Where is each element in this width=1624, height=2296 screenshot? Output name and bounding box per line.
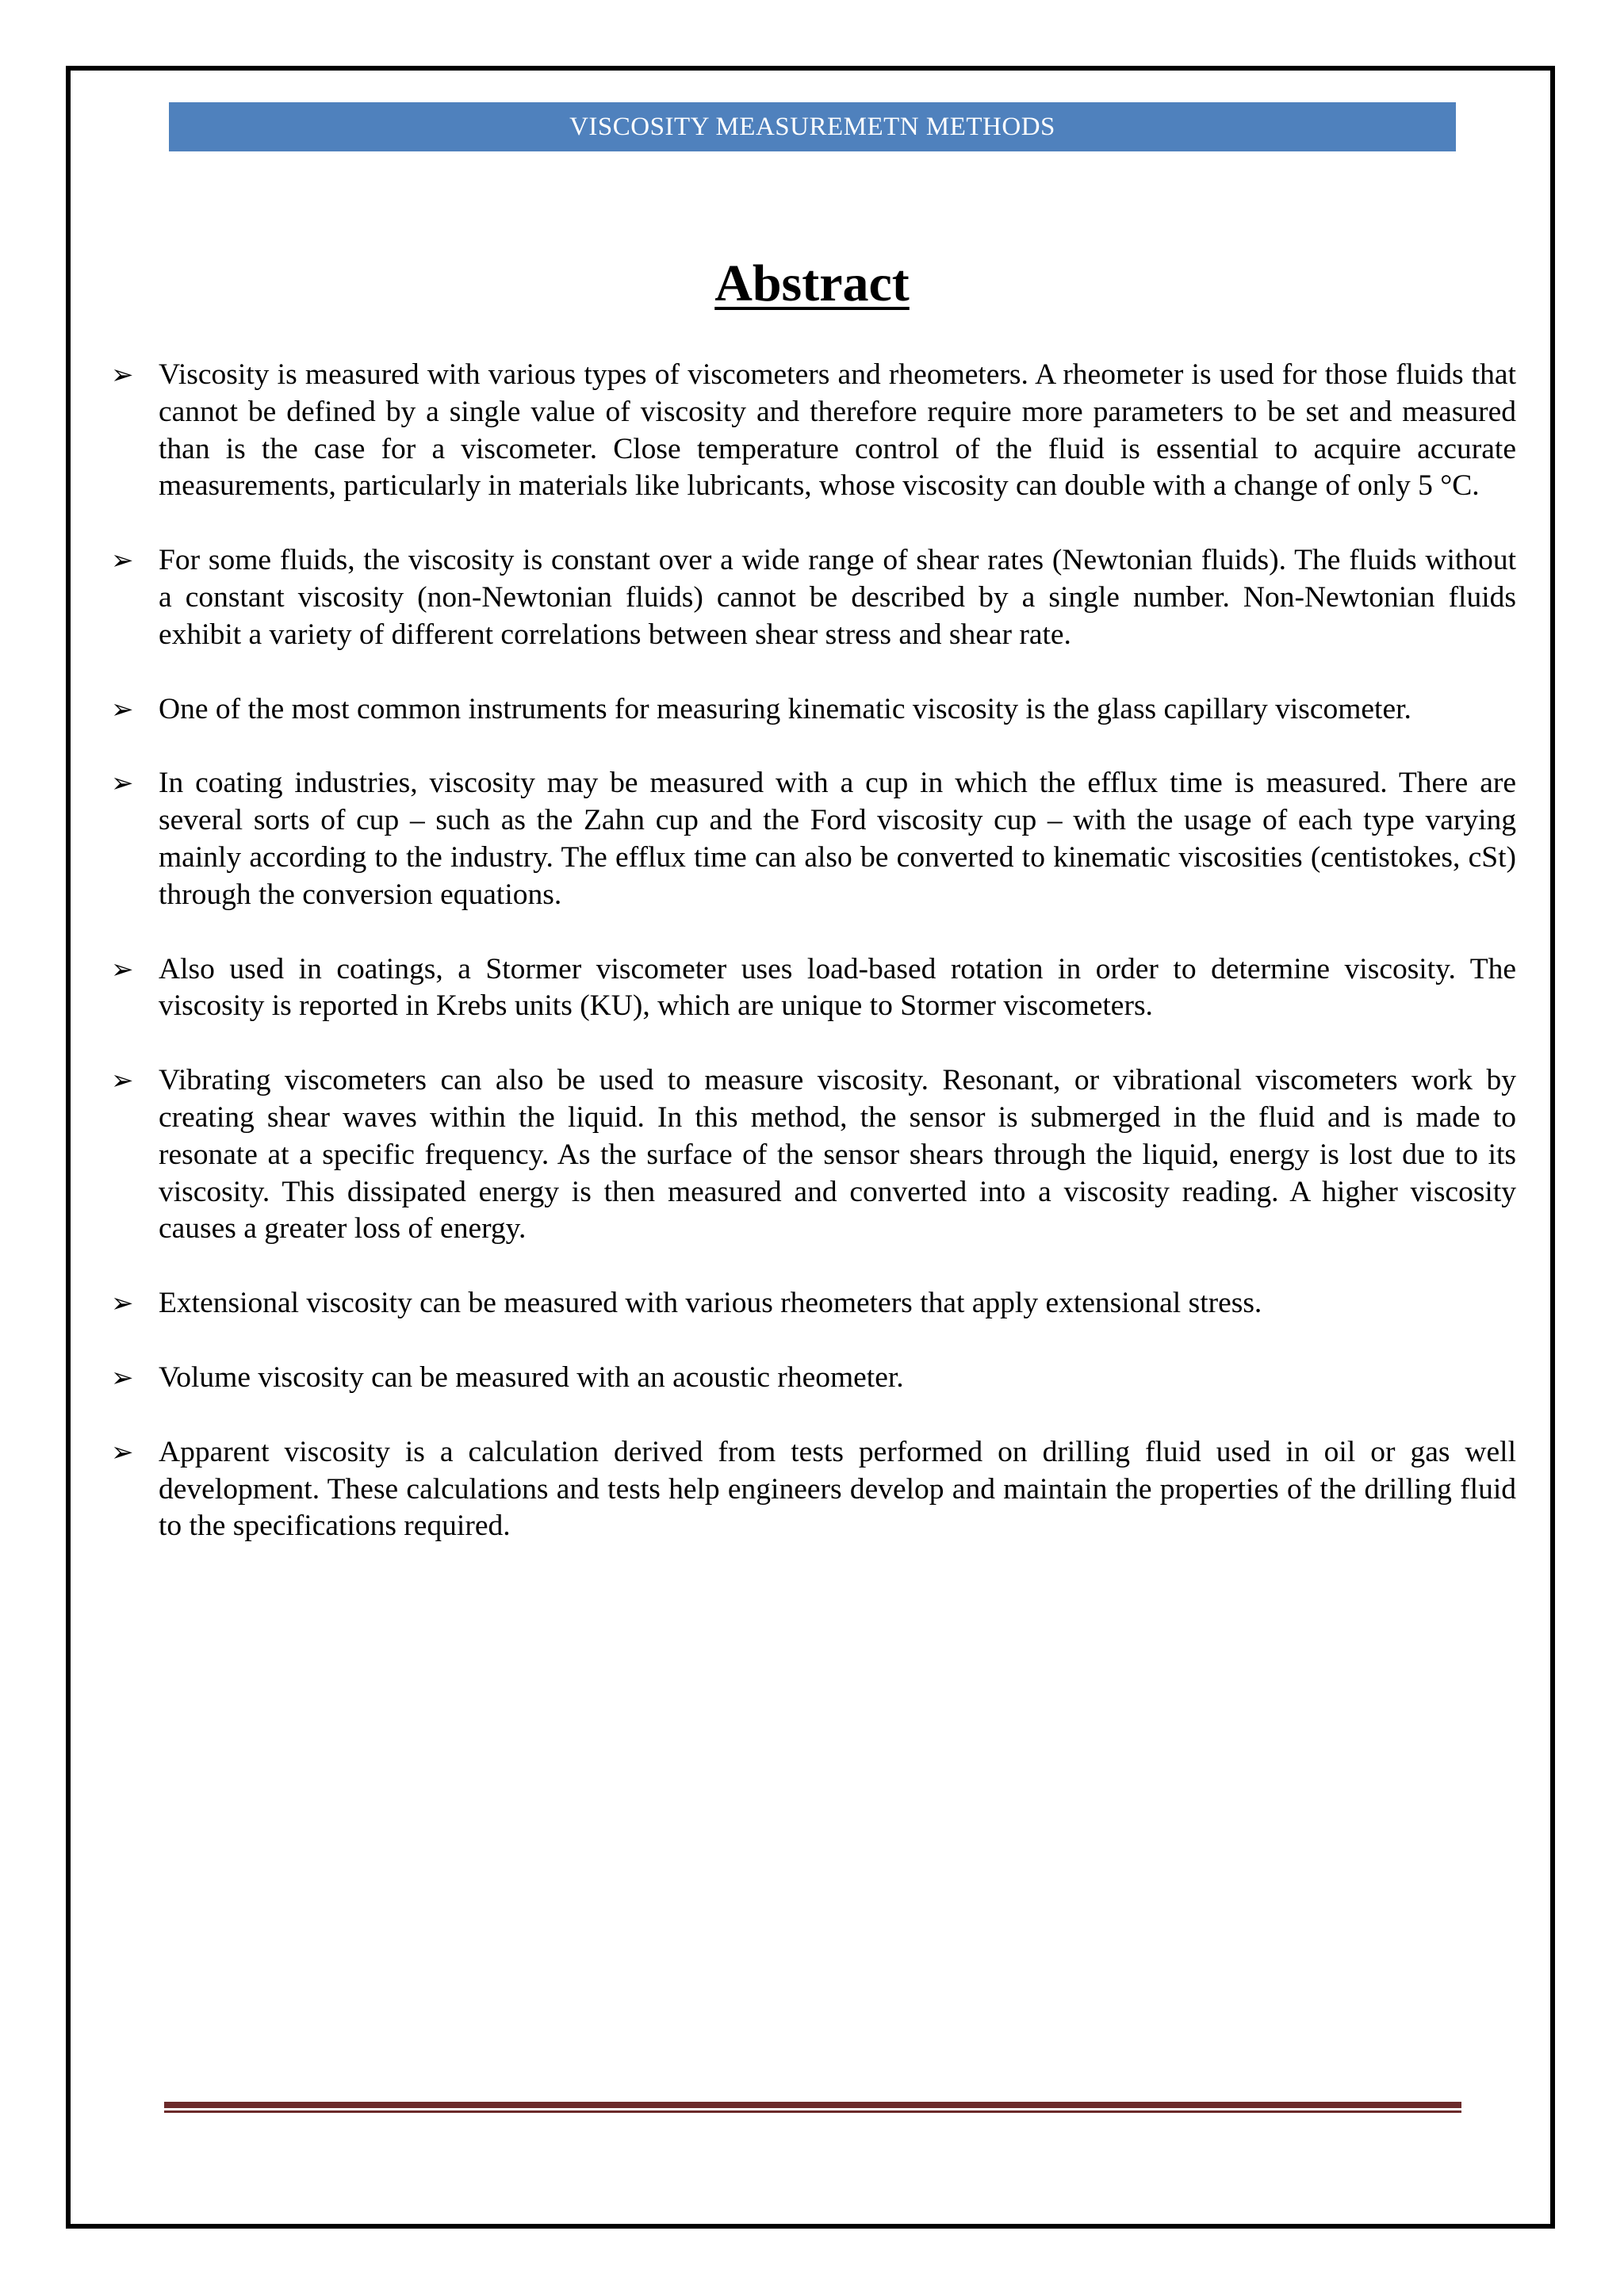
arrow-bullet-icon: ➢ xyxy=(111,1288,134,1320)
list-item xyxy=(111,1360,1516,1397)
running-header xyxy=(169,102,1456,151)
arrow-bullet-icon: ➢ xyxy=(111,1361,134,1394)
arrow-bullet-icon: ➢ xyxy=(111,1436,134,1468)
list-item-text: Vibrating viscometers can also be used to measure viscosity. Resonant, or vibrational viscometers work by creating shear waves within the liquid. In this method, the sensor is submerged in the fluid and is made to resonate at a specific frequency. As the surface of the sensor shears through the liquid, energy is lost due to its viscosity. This dissipated energy is then measured and converted into a viscosity reading. A higher viscosity causes a greater loss of energy. xyxy=(159,1064,1516,1246)
list-item-text: Extensional viscosity can be measured with various rheometers that apply extensional stress. xyxy=(159,1287,1262,1320)
list-item-text: Viscosity is measured with various types of viscometers and rheometers. A rheometer is used for those fluids that cannot be defined by a single value of viscosity and therefore require more parameters to be set and measured than is the case for a viscometer. Close temperature control of the fluid is essential to acquire accurate measurements, particularly in materials like lubricants, whose viscosity can double with a change of only 5 °C. xyxy=(159,358,1516,503)
list-item xyxy=(111,1062,1516,1248)
arrow-bullet-icon: ➢ xyxy=(111,693,134,725)
list-item xyxy=(111,951,1516,1026)
arrow-bullet-icon: ➢ xyxy=(111,359,134,391)
list-item xyxy=(111,691,1516,729)
list-item xyxy=(111,765,1516,913)
list-item xyxy=(111,1285,1516,1322)
list-item xyxy=(111,357,1516,505)
arrow-bullet-icon: ➢ xyxy=(111,767,134,800)
arrow-bullet-icon: ➢ xyxy=(111,545,134,577)
abstract-bullet-list xyxy=(111,357,1516,1582)
list-item-text: In coating industries, viscosity may be measured with a cup in which the efflux time is measured. There are several sorts of cup – such as the Zahn cup and the Ford viscosity cup – with the usage of each type varying mainly according to the industry. The efflux time can also be converted to kinematic viscosities (centistokes, cSt) through the conversion equations. xyxy=(159,767,1516,911)
arrow-bullet-icon: ➢ xyxy=(111,1065,134,1097)
list-item-text: Apparent viscosity is a calculation derived from tests performed on drilling fluid used in oil or gas well development. These calculations and tests help engineers develop and maintain the properties of the drilling fluid to the specifications required. xyxy=(159,1435,1516,1543)
list-item xyxy=(111,542,1516,653)
arrow-bullet-icon: ➢ xyxy=(111,953,134,985)
list-item-text: Volume viscosity can be measured with an acoustic rheometer. xyxy=(159,1360,904,1394)
list-item xyxy=(111,1434,1516,1545)
footer-rule xyxy=(164,2102,1461,2114)
footer-rule-thin-line xyxy=(164,2110,1461,2113)
list-item-text: For some fluids, the viscosity is constant over a wide range of shear rates (Newtonian fluids). The fluids without a constant viscosity (non-Newtonian fluids) cannot be described by a single number. Non-Newtonian fluids exhibit a variety of different correlations between shear stress and shear rate. xyxy=(159,544,1516,651)
list-item-text: Also used in coatings, a Stormer viscometer uses load-based rotation in order to determine viscosity. The viscosity is reported in Krebs units (KU), which are unique to Stormer viscometers. xyxy=(159,952,1516,1023)
page-title: Abstract xyxy=(714,254,910,312)
running-header-title: VISCOSITY MEASUREMETN METHODS xyxy=(569,113,1055,141)
list-item-text: One of the most common instruments for measuring kinematic viscosity is the glass capillary viscometer. xyxy=(159,692,1411,725)
footer-rule-thick-line xyxy=(164,2102,1461,2108)
